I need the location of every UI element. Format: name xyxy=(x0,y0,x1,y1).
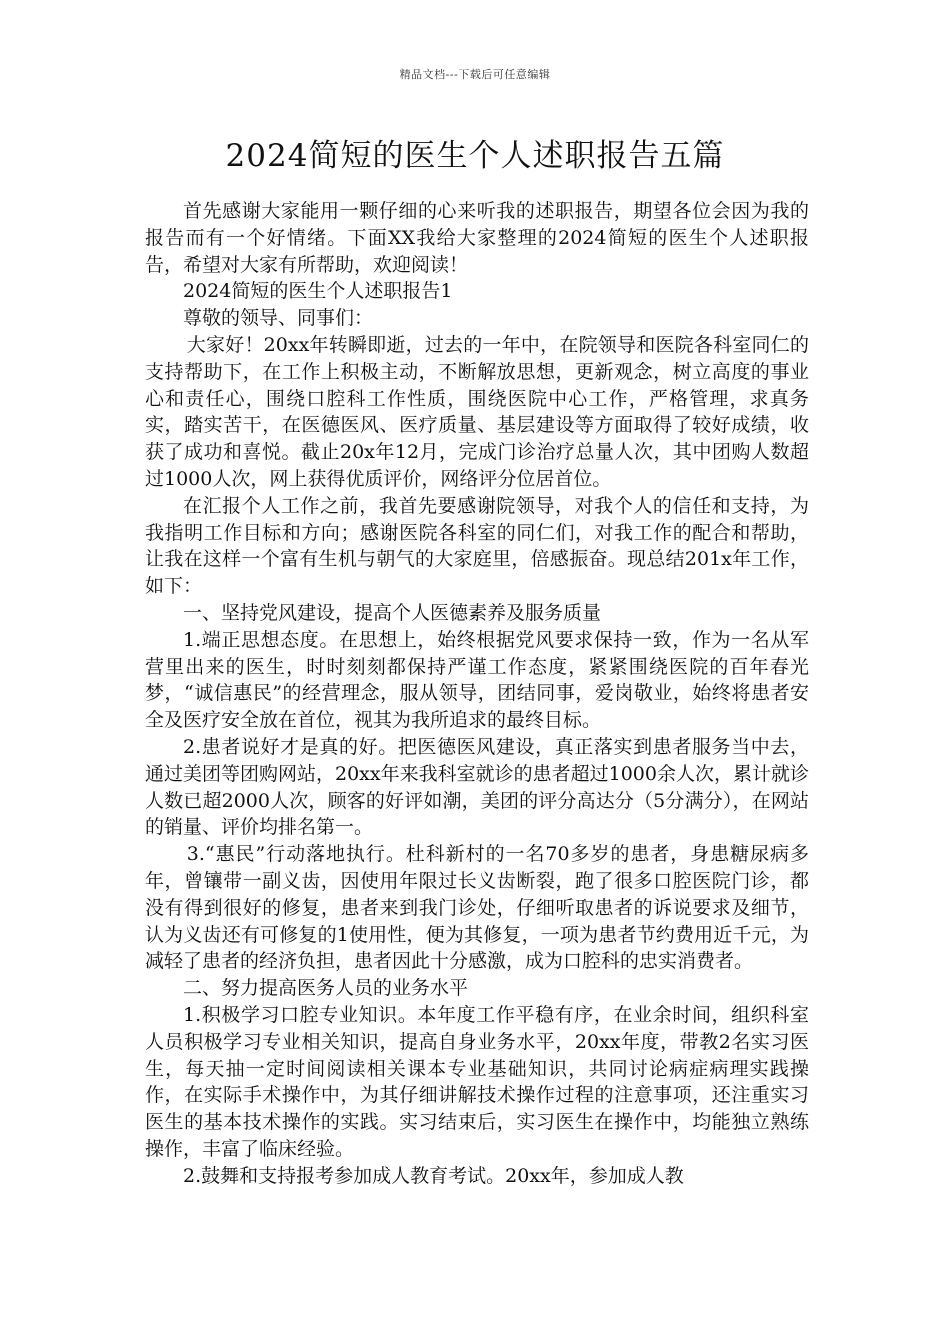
section-1-item-2: 2.患者说好才是真的好。把医德医风建设，真正落实到患者服务当中去，通过美团等团购网站，20xx年来我科室就诊的患者超过1000余人次，累计就诊人数已超2000人次，顾客的好评如潮，美团的评分高达分（5分满分），在网站的销量、评价均排名第一。 xyxy=(145,735,809,839)
greeting-paragraph: 大家好！20xx年转瞬即逝，过去的一年中，在院领导和医院各科室同仁的支持帮助下，在工作上积极主动，不断解放思想，更新观念，树立高度的事业心和责任心，围绕口腔科工作性质，围绕医院中心工作，严格管理，求真务实，踏实苦干，在医德医风、医疗质量、基层建设等方面取得了较好成绩，收获了成功和喜悦。截止20x年12月，完成门诊治疗总量人次，其中团购人数超过1000人次，网上获得优质评价，网络评分位居首位。 xyxy=(145,333,809,490)
intro-paragraph: 首先感谢大家能用一颗仔细的心来听我的述职报告，期望各位会因为我的报告而有一个好情绪。下面XX我给大家整理的2024简短的医生个人述职报告，希望对大家有所帮助，欢迎阅读！ xyxy=(145,200,809,276)
section-heading-2: 二、努力提高医务人员的业务水平 xyxy=(183,977,469,1000)
document-title: 2024简短的医生个人述职报告五篇 xyxy=(225,138,725,174)
document-body xyxy=(145,198,809,1189)
report-heading: 2024简短的医生个人述职报告1 xyxy=(183,280,453,303)
section-1-item-1: 1.端正思想态度。在思想上，始终根据党风要求保持一致，作为一名从军营里出来的医生，时时刻刻都保持严谨工作态度，紧紧围绕医院的百年春光梦，“诚信惠民”的经营理念，服从领导，团结同事，爱岗敬业，始终将患者安全及医疗安全放在首位，视其为我所追求的最终目标。 xyxy=(145,628,809,732)
section-heading-1: 一、坚持党风建设，提高个人医德素养及服务质量 xyxy=(183,601,602,624)
section-1-item-3: 3.“惠民”行动落地执行。杜科新村的一名70多岁的患者，身患糖尿病多年，曾镶带一副义齿，因使用年限过长义齿断裂，跑了很多口腔医院门诊，都没有得到很好的修复，患者来到我门诊处，仔细听取患者的诉说要求及细节，认为义齿还有可修复的1使用性，便为其修复，一项为患者节约费用近千元，为减轻了患者的经济负担，患者因此十分感激，成为口腔科的忠实消费者。 xyxy=(145,843,809,973)
section-2-item-1: 1.积极学习口腔专业知识。本年度工作平稳有序，在业余时间，组织科室人员积极学习专业相关知识，提高自身业务水平，20xx年度，带教2名实习医生，每天抽一定时间阅读相关课本专业基础知识，共同讨论病症病理实践操作，在实际手术操作中，为其仔细讲解技术操作过程的注意事项，还注重实习医生的基本技术操作的实践。实习结束后，实习医生在操作中，均能独立熟练操作，丰富了临床经验。 xyxy=(145,1003,809,1160)
page-header-note: 精品文档---下载后可任意编辑 xyxy=(399,68,551,81)
salutation: 尊敬的领导、同事们： xyxy=(183,307,374,330)
thanks-paragraph: 在汇报个人工作之前，我首先要感谢院领导，对我个人的信任和支持，为我指明工作目标和方向；感谢医院各科室的同仁们，对我工作的配合和帮助，让我在这样一个富有生机与朝气的大家庭里，倍感振奋。现总结201x年工作，如下： xyxy=(145,494,809,598)
section-2-item-2: 2.鼓舞和支持报考参加成人教育考试。20xx年，参加成人教 xyxy=(183,1164,684,1187)
